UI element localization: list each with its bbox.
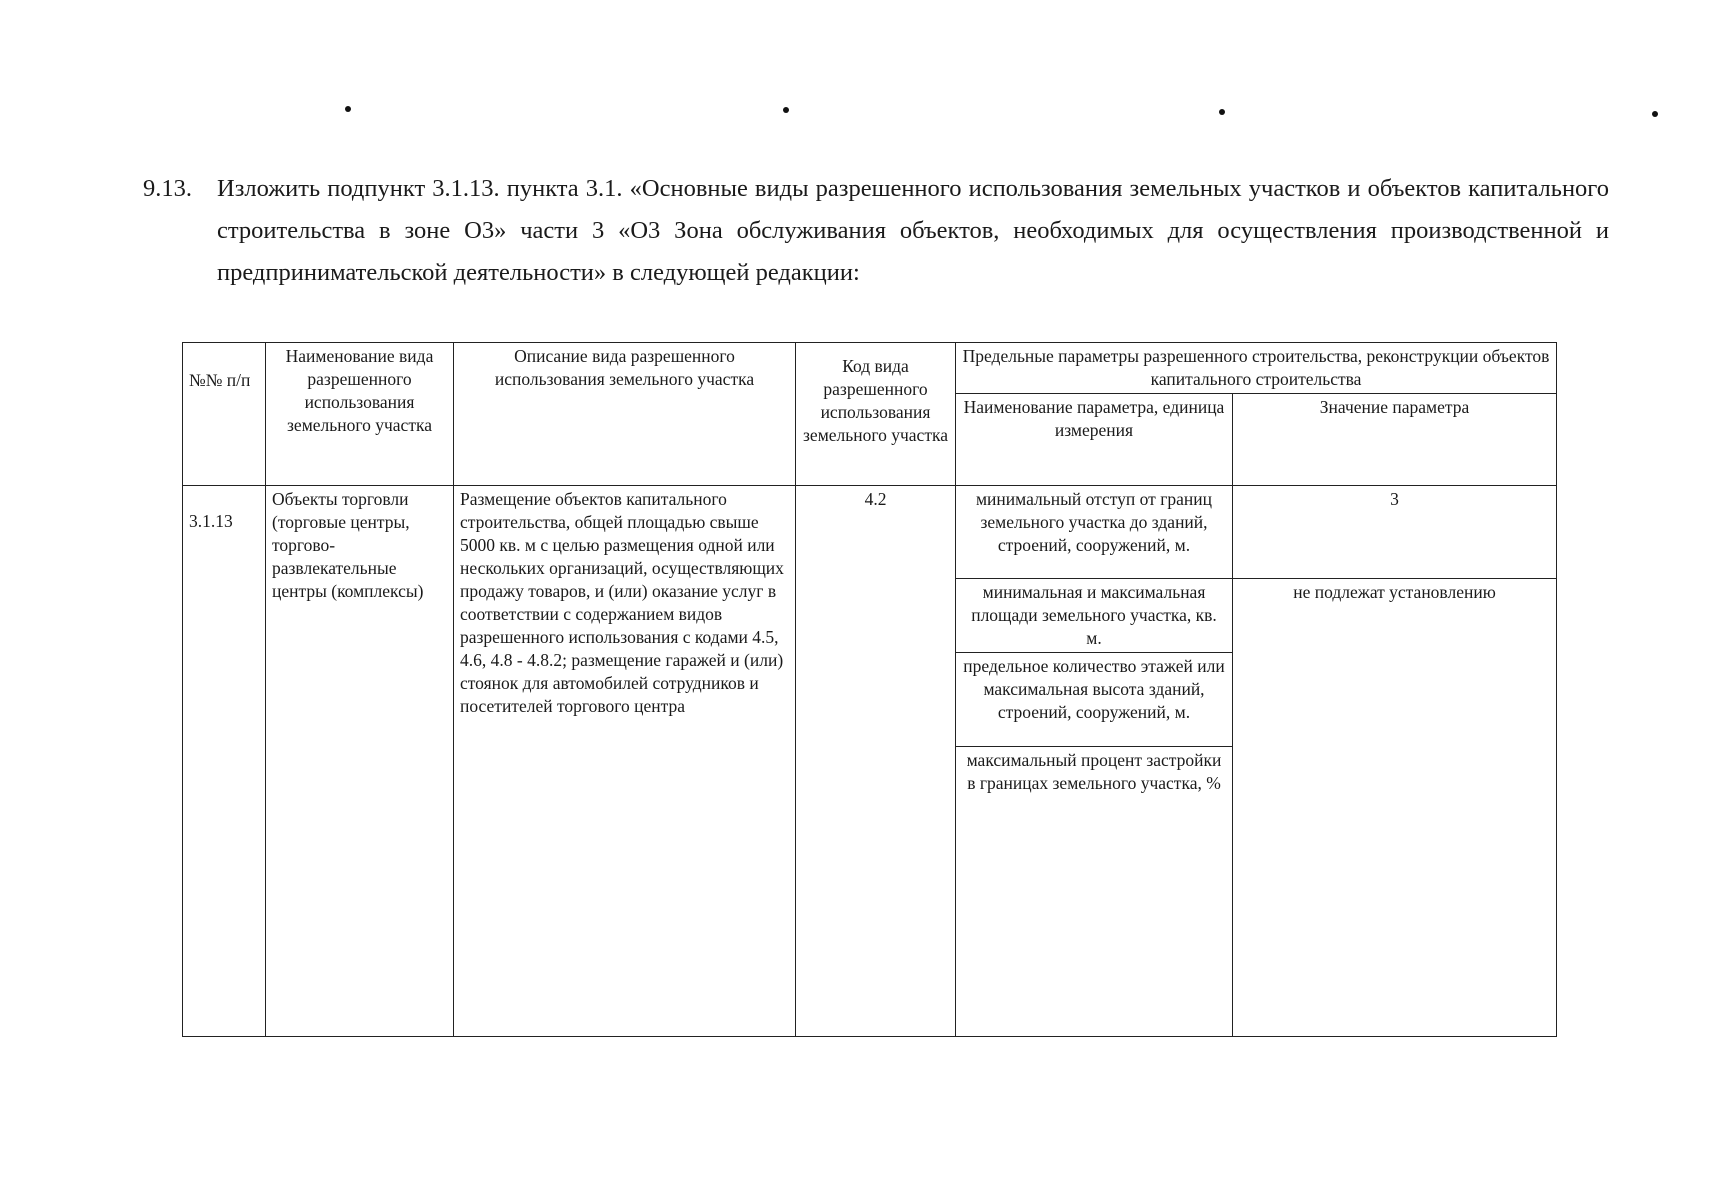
header-parameter-value: Значение параметра bbox=[1233, 394, 1557, 486]
scan-dot bbox=[783, 107, 789, 113]
row-use-description: Размещение объектов капитального строительства, общей площадью свыше 5000 кв. м с целью размещения одной или нескольких организаций, осуществляющих продажу товаров, и (или) оказание услуг в соответствии с содержанием видов разрешенного использования с кодами 4.5, 4.6, 4.8 - 4.8.2; размещение гаражей и (или) стоянок для автомобилей сотрудников и посетителей торгового центра bbox=[454, 486, 796, 1037]
parameter-value: 3 bbox=[1233, 486, 1557, 579]
parameter-value: не подлежат установлению bbox=[1233, 579, 1557, 1037]
land-use-table bbox=[182, 342, 1557, 1037]
header-use-code: Код вида разрешенного использования земельного участка bbox=[796, 343, 956, 486]
header-limit-parameters: Предельные параметры разрешенного строительства, реконструкции объектов капитального строительства bbox=[956, 343, 1557, 394]
paragraph-text: Изложить подпункт 3.1.13. пункта 3.1. «Основные виды разрешенного использования земельных участков и объектов капитального строительства в зоне О3» части 3 «О3 Зона обслуживания объектов, необходимых для осуществления производственной и предпринимательской деятельности» в следующей редакции: bbox=[217, 175, 1609, 286]
row-use-name: Объекты торговли (торговые центры, торгово-развлекательные центры (комплексы) bbox=[266, 486, 454, 1037]
header-parameter-name: Наименование параметра, единица измерения bbox=[956, 394, 1233, 486]
row-number: 3.1.13 bbox=[183, 486, 266, 1037]
row-use-code: 4.2 bbox=[796, 486, 956, 1037]
header-use-name: Наименование вида разрешенного использования земельного участка bbox=[266, 343, 454, 486]
parameter-name: предельное количество этажей или максимальная высота зданий, строений, сооружений, м. bbox=[956, 653, 1233, 747]
paragraph-number: 9.13. bbox=[143, 175, 192, 202]
parameter-name: минимальная и максимальная площади земельного участка, кв. м. bbox=[956, 579, 1233, 653]
amendment-paragraph bbox=[143, 168, 1609, 294]
scan-dot bbox=[345, 106, 351, 112]
header-number: №№ п/п bbox=[183, 343, 266, 486]
header-use-description: Описание вида разрешенного использования земельного участка bbox=[454, 343, 796, 486]
parameter-name: максимальный процент застройки в границах земельного участка, % bbox=[956, 747, 1233, 1037]
parameter-name: минимальный отступ от границ земельного участка до зданий, строений, сооружений, м. bbox=[956, 486, 1233, 579]
scan-dot bbox=[1219, 109, 1225, 115]
scan-dot bbox=[1652, 111, 1658, 117]
